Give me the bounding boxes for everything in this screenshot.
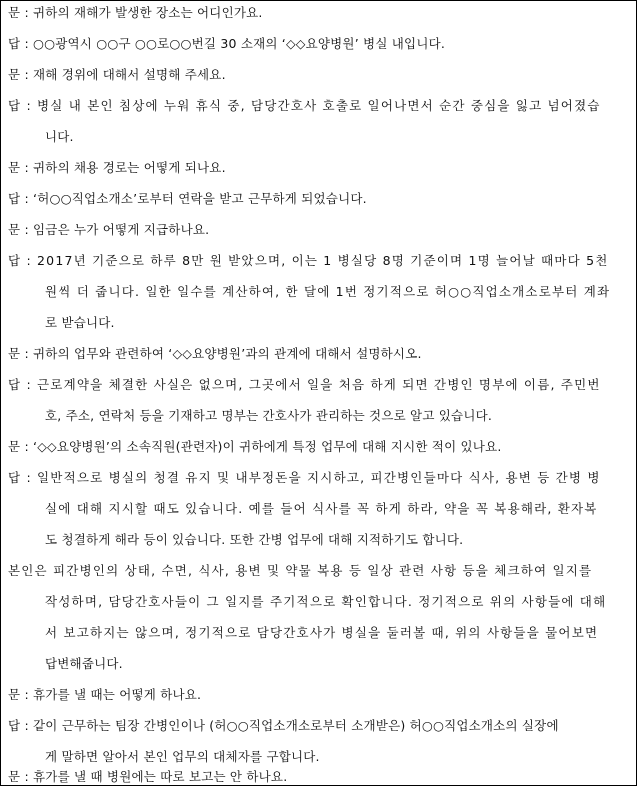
statement-continuation-line: 작성하며, 담당간호사들이 그 일지를 주기적으로 확인합니다. 정기적으로 위의 사항들에 대해	[45, 594, 607, 609]
question-line: 문 : ‘◇◇요양병원’의 소속직원(관련자)이 귀하에게 특정 업무에 대해 지시한 적이 있나요.	[8, 439, 502, 454]
answer-line: 답 : 2017년 기준으로 하루 8만 원 받았으며, 이는 1 병실당 8명 기준이며 1명 늘어날 때마다 5천	[8, 253, 609, 268]
question-line: 문 : 재해 경위에 대해서 설명해 주세요.	[8, 67, 226, 82]
answer-continuation-line: 실에 대해 지시할 때도 있습니다. 예를 들어 식사를 꼭 하게 하라, 약을 꼭 복용해라, 환자복	[45, 501, 598, 516]
answer-continuation-line: 도 청결하게 해라 등이 있습니다. 또한 간병 업무에 대해 지적하기도 합니다.	[45, 532, 464, 547]
answer-continuation-line: 게 말하면 알아서 본인 업무의 대체자를 구합니다.	[45, 749, 320, 764]
answer-continuation-line: 원씩 더 줍니다. 일한 일수를 계산하여, 한 달에 1번 정기적으로 허○○직업소개소로부터 계좌	[45, 284, 611, 299]
question-line: 문 : 휴가를 낼 때는 어떻게 하나요.	[8, 687, 202, 702]
answer-line: 답 : ○○광역시 ○○구 ○○로○○번길 30 소재의 ‘◇◇요양병원’ 병실 내입니다.	[8, 36, 446, 51]
answer-line: 답 : 같이 근무하는 팀장 간병인이나 (허○○직업소개소로부터 소개받은) 허○○직업소개소의 실장에	[8, 718, 559, 733]
answer-line: 답 : ‘허○○직업소개소’로부터 연락을 받고 근무하게 되었습니다.	[8, 191, 367, 206]
question-line: 문 : 휴가를 낼 때 병원에는 따로 보고는 안 하나요.	[8, 769, 288, 784]
answer-line: 답 : 병실 내 본인 침상에 누워 휴식 중, 담당간호사 호출로 일어나면서 순간 중심을 잃고 넘어졌습	[8, 98, 601, 113]
answer-continuation-line: 호, 주소, 연락처 등을 기재하고 명부는 간호사가 관리하는 것으로 알고 있습니다.	[45, 408, 493, 423]
question-line: 문 : 귀하의 채용 경로는 어떻게 되나요.	[8, 160, 226, 175]
question-line: 문 : 귀하의 재해가 발생한 장소는 어디인가요.	[8, 5, 263, 20]
question-line: 문 : 귀하의 업무와 관련하여 ‘◇◇요양병원’과의 관계에 대해서 설명하시오.	[8, 346, 422, 361]
question-line: 문 : 임금은 누가 어떻게 지급하나요.	[8, 222, 210, 237]
answer-line: 답 : 근로계약을 체결한 사실은 없으며, 그곳에서 일을 처음 하게 되면 간병인 명부에 이름, 주민번	[8, 377, 601, 392]
statement-continuation-line: 서 보고하지는 않으며, 정기적으로 담당간호사가 병실을 둘러볼 때, 위의 사항들을 물어보면	[45, 625, 599, 640]
answer-continuation-line: 니다.	[45, 129, 74, 144]
answer-line: 답 : 일반적으로 병실의 청결 유지 및 내부정돈을 지시하고, 피간병인들마다 식사, 용변 등 간병 병	[8, 470, 601, 485]
statement-continuation-line: 답변해줍니다.	[45, 656, 123, 671]
answer-continuation-line: 로 받습니다.	[45, 315, 115, 330]
statement-line: 본인은 피간병인의 상태, 수면, 식사, 용변 및 약물 복용 등 일상 관련 사항 등을 체크하여 일지를	[8, 563, 593, 578]
